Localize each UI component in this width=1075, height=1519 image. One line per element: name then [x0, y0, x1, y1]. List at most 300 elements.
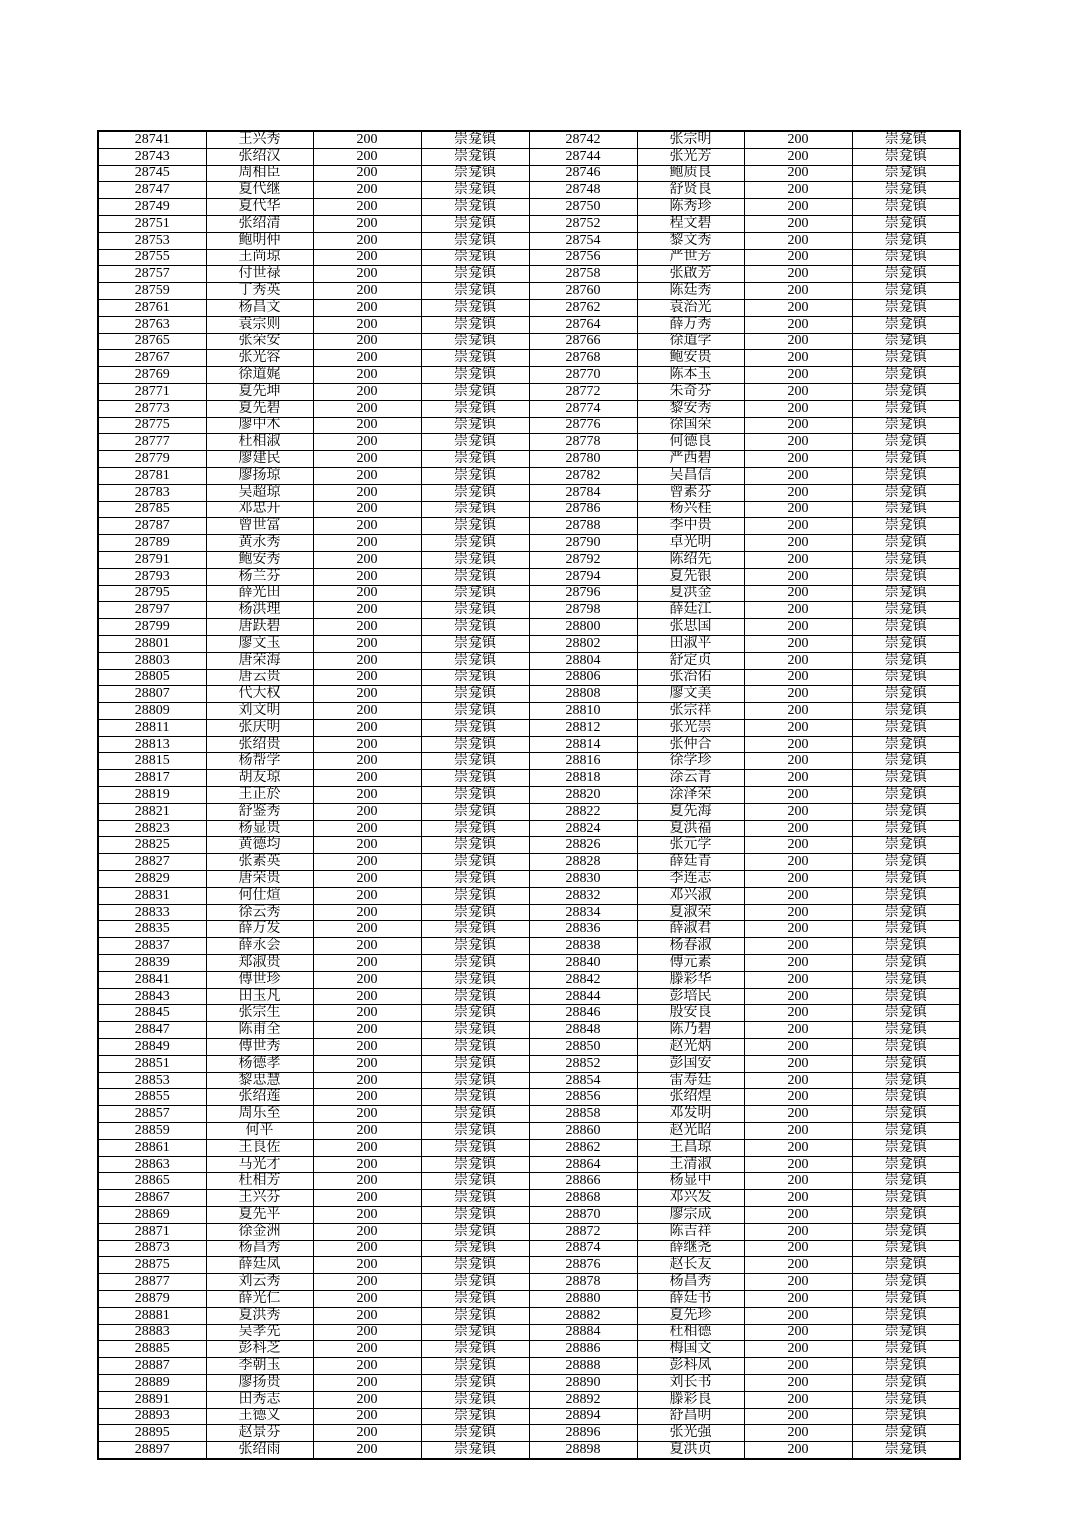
table-row	[98, 686, 960, 703]
record-number-cell: 28822	[529, 803, 637, 820]
record-number-cell: 28846	[529, 1005, 637, 1022]
amount-cell: 200	[313, 400, 421, 417]
township-cell: 崇龛镇	[852, 266, 960, 283]
table-row	[98, 333, 960, 350]
table-row	[98, 652, 960, 669]
person-name-cell: 陈甫全	[206, 1022, 313, 1039]
township-cell: 崇龛镇	[421, 787, 529, 804]
record-number-cell: 28795	[98, 585, 206, 602]
amount-cell: 200	[744, 1156, 852, 1173]
person-name-cell: 彭科凤	[637, 1358, 744, 1375]
record-number-cell: 28775	[98, 417, 206, 434]
township-cell: 崇龛镇	[852, 988, 960, 1005]
record-number-cell: 28774	[529, 400, 637, 417]
record-number-cell: 28746	[529, 165, 637, 182]
amount-cell: 200	[313, 837, 421, 854]
record-number-cell: 28801	[98, 635, 206, 652]
amount-cell: 200	[744, 955, 852, 972]
township-cell: 崇龛镇	[852, 1274, 960, 1291]
table-row	[98, 1358, 960, 1375]
person-name-cell: 李朝玉	[206, 1358, 313, 1375]
person-name-cell: 袁治光	[637, 299, 744, 316]
amount-cell: 200	[313, 904, 421, 921]
table-row	[98, 1240, 960, 1257]
record-number-cell: 28898	[529, 1442, 637, 1459]
record-number-cell: 28889	[98, 1374, 206, 1391]
person-name-cell: 唐荣贵	[206, 871, 313, 888]
township-cell: 崇龛镇	[852, 585, 960, 602]
person-name-cell: 黎安秀	[637, 400, 744, 417]
amount-cell: 200	[744, 770, 852, 787]
record-number-cell: 28833	[98, 904, 206, 921]
record-number-cell: 28809	[98, 703, 206, 720]
record-number-cell: 28839	[98, 955, 206, 972]
amount-cell: 200	[744, 719, 852, 736]
township-cell: 崇龛镇	[421, 1223, 529, 1240]
amount-cell: 200	[313, 585, 421, 602]
record-number-cell: 28831	[98, 887, 206, 904]
table-row	[98, 383, 960, 400]
township-cell: 崇龛镇	[852, 1207, 960, 1224]
person-name-cell: 张宗祥	[637, 703, 744, 720]
person-name-cell: 廖扬琼	[206, 467, 313, 484]
table-row	[98, 585, 960, 602]
table-row	[98, 535, 960, 552]
amount-cell: 200	[313, 719, 421, 736]
record-number-cell: 28894	[529, 1408, 637, 1425]
township-cell: 崇龛镇	[852, 383, 960, 400]
record-number-cell: 28871	[98, 1223, 206, 1240]
person-name-cell: 夏先平	[206, 1207, 313, 1224]
township-cell: 崇龛镇	[421, 635, 529, 652]
township-cell: 崇龛镇	[421, 1257, 529, 1274]
record-number-cell: 28779	[98, 451, 206, 468]
amount-cell: 200	[744, 652, 852, 669]
record-number-cell: 28776	[529, 417, 637, 434]
record-number-cell: 28837	[98, 938, 206, 955]
township-cell: 崇龛镇	[852, 148, 960, 165]
table-row	[98, 249, 960, 266]
township-cell: 崇龛镇	[421, 736, 529, 753]
township-cell: 崇龛镇	[852, 652, 960, 669]
table-row	[98, 1442, 960, 1459]
record-number-cell: 28765	[98, 333, 206, 350]
amount-cell: 200	[313, 1106, 421, 1123]
person-name-cell: 徐道学	[637, 333, 744, 350]
amount-cell: 200	[313, 249, 421, 266]
person-name-cell: 廖扬贵	[206, 1374, 313, 1391]
record-number-cell: 28825	[98, 837, 206, 854]
record-number-cell: 28834	[529, 904, 637, 921]
person-name-cell: 王正於	[206, 787, 313, 804]
township-cell: 崇龛镇	[421, 535, 529, 552]
record-number-cell: 28890	[529, 1374, 637, 1391]
table-row	[98, 770, 960, 787]
township-cell: 崇龛镇	[852, 1190, 960, 1207]
person-name-cell: 徐国荣	[637, 417, 744, 434]
person-name-cell: 徐道娓	[206, 367, 313, 384]
township-cell: 崇龛镇	[421, 921, 529, 938]
amount-cell: 200	[744, 854, 852, 871]
township-cell: 崇龛镇	[852, 568, 960, 585]
township-cell: 崇龛镇	[852, 299, 960, 316]
township-cell: 崇龛镇	[852, 165, 960, 182]
township-cell: 崇龛镇	[421, 1106, 529, 1123]
township-cell: 崇龛镇	[421, 434, 529, 451]
amount-cell: 200	[313, 148, 421, 165]
person-name-cell: 吴昌信	[637, 467, 744, 484]
record-number-cell: 28805	[98, 669, 206, 686]
amount-cell: 200	[313, 131, 421, 148]
person-name-cell: 黄永秀	[206, 535, 313, 552]
township-cell: 崇龛镇	[421, 551, 529, 568]
amount-cell: 200	[744, 585, 852, 602]
record-number-cell: 28857	[98, 1106, 206, 1123]
record-number-cell: 28764	[529, 316, 637, 333]
table-row	[98, 199, 960, 216]
record-number-cell: 28878	[529, 1274, 637, 1291]
township-cell: 崇龛镇	[852, 602, 960, 619]
record-number-cell: 28853	[98, 1072, 206, 1089]
township-cell: 崇龛镇	[852, 669, 960, 686]
person-name-cell: 周相臣	[206, 165, 313, 182]
person-name-cell: 刘文明	[206, 703, 313, 720]
person-name-cell: 唐跃碧	[206, 619, 313, 636]
person-name-cell: 张庆明	[206, 719, 313, 736]
record-number-cell: 28762	[529, 299, 637, 316]
township-cell: 崇龛镇	[852, 619, 960, 636]
township-cell: 崇龛镇	[421, 1139, 529, 1156]
township-cell: 崇龛镇	[852, 904, 960, 921]
township-cell: 崇龛镇	[421, 182, 529, 199]
amount-cell: 200	[744, 837, 852, 854]
amount-cell: 200	[313, 215, 421, 232]
person-name-cell: 邓兴发	[637, 1190, 744, 1207]
amount-cell: 200	[744, 1022, 852, 1039]
amount-cell: 200	[313, 1190, 421, 1207]
person-name-cell: 薛廷凤	[206, 1257, 313, 1274]
township-cell: 崇龛镇	[421, 1290, 529, 1307]
amount-cell: 200	[744, 753, 852, 770]
township-cell: 崇龛镇	[421, 1190, 529, 1207]
person-name-cell: 王尚琼	[206, 249, 313, 266]
amount-cell: 200	[744, 1207, 852, 1224]
person-name-cell: 马光才	[206, 1156, 313, 1173]
township-cell: 崇龛镇	[852, 232, 960, 249]
table-row	[98, 232, 960, 249]
township-cell: 崇龛镇	[852, 921, 960, 938]
person-name-cell: 杨帮学	[206, 753, 313, 770]
table-row	[98, 1089, 960, 1106]
township-cell: 崇龛镇	[421, 501, 529, 518]
record-number-cell: 28810	[529, 703, 637, 720]
record-number-cell: 28841	[98, 971, 206, 988]
township-cell: 崇龛镇	[852, 703, 960, 720]
township-cell: 崇龛镇	[421, 283, 529, 300]
person-name-cell: 彭国安	[637, 1055, 744, 1072]
record-number-cell: 28830	[529, 871, 637, 888]
table-row	[98, 1307, 960, 1324]
township-cell: 崇龛镇	[421, 820, 529, 837]
township-cell: 崇龛镇	[421, 232, 529, 249]
amount-cell: 200	[744, 736, 852, 753]
amount-cell: 200	[744, 602, 852, 619]
record-number-cell: 28860	[529, 1123, 637, 1140]
table-row	[98, 299, 960, 316]
table-row	[98, 1139, 960, 1156]
record-number-cell: 28842	[529, 971, 637, 988]
person-name-cell: 张绍贵	[206, 736, 313, 753]
person-name-cell: 田秀志	[206, 1391, 313, 1408]
table-row	[98, 955, 960, 972]
township-cell: 崇龛镇	[852, 1391, 960, 1408]
table-row	[98, 669, 960, 686]
table-row	[98, 1341, 960, 1358]
person-name-cell: 李连志	[637, 871, 744, 888]
township-cell: 崇龛镇	[852, 971, 960, 988]
table-row	[98, 1223, 960, 1240]
person-name-cell: 廖中木	[206, 417, 313, 434]
record-number-cell: 28781	[98, 467, 206, 484]
amount-cell: 200	[744, 1425, 852, 1442]
amount-cell: 200	[313, 383, 421, 400]
amount-cell: 200	[744, 199, 852, 216]
amount-cell: 200	[744, 619, 852, 636]
amount-cell: 200	[744, 1055, 852, 1072]
amount-cell: 200	[313, 1223, 421, 1240]
township-cell: 崇龛镇	[421, 417, 529, 434]
amount-cell: 200	[313, 1156, 421, 1173]
amount-cell: 200	[313, 955, 421, 972]
person-name-cell: 付世禄	[206, 266, 313, 283]
person-name-cell: 廖文美	[637, 686, 744, 703]
township-cell: 崇龛镇	[421, 568, 529, 585]
amount-cell: 200	[744, 1039, 852, 1056]
table-row	[98, 1156, 960, 1173]
person-name-cell: 王昌琼	[637, 1139, 744, 1156]
person-name-cell: 薛万发	[206, 921, 313, 938]
record-number-cell: 28782	[529, 467, 637, 484]
person-name-cell: 夏先坤	[206, 383, 313, 400]
amount-cell: 200	[313, 787, 421, 804]
amount-cell: 200	[744, 1391, 852, 1408]
person-name-cell: 杨德孝	[206, 1055, 313, 1072]
amount-cell: 200	[744, 299, 852, 316]
record-number-cell: 28865	[98, 1173, 206, 1190]
person-name-cell: 薛继尧	[637, 1240, 744, 1257]
township-cell: 崇龛镇	[852, 535, 960, 552]
record-number-cell: 28877	[98, 1274, 206, 1291]
record-number-cell: 28814	[529, 736, 637, 753]
person-name-cell: 夏洪福	[637, 820, 744, 837]
table-row	[98, 854, 960, 871]
table-row	[98, 1257, 960, 1274]
amount-cell: 200	[313, 1290, 421, 1307]
township-cell: 崇龛镇	[421, 1089, 529, 1106]
township-cell: 崇龛镇	[421, 383, 529, 400]
table-row	[98, 921, 960, 938]
person-name-cell: 夏先银	[637, 568, 744, 585]
record-number-cell: 28747	[98, 182, 206, 199]
township-cell: 崇龛镇	[852, 1039, 960, 1056]
township-cell: 崇龛镇	[852, 1324, 960, 1341]
person-name-cell: 杨兴桂	[637, 501, 744, 518]
person-name-cell: 张光芳	[637, 148, 744, 165]
record-number-cell: 28791	[98, 551, 206, 568]
township-cell: 崇龛镇	[852, 955, 960, 972]
township-cell: 崇龛镇	[852, 1106, 960, 1123]
person-name-cell: 陈廷秀	[637, 283, 744, 300]
amount-cell: 200	[313, 467, 421, 484]
record-number-cell: 28868	[529, 1190, 637, 1207]
amount-cell: 200	[744, 904, 852, 921]
township-cell: 崇龛镇	[421, 753, 529, 770]
record-number-cell: 28855	[98, 1089, 206, 1106]
person-name-cell: 薛永会	[206, 938, 313, 955]
township-cell: 崇龛镇	[421, 1207, 529, 1224]
township-cell: 崇龛镇	[852, 1257, 960, 1274]
township-cell: 崇龛镇	[421, 1173, 529, 1190]
amount-cell: 200	[313, 199, 421, 216]
township-cell: 崇龛镇	[421, 652, 529, 669]
township-cell: 崇龛镇	[852, 1005, 960, 1022]
table-row	[98, 1072, 960, 1089]
township-cell: 崇龛镇	[421, 686, 529, 703]
record-number-cell: 28886	[529, 1341, 637, 1358]
township-cell: 崇龛镇	[421, 669, 529, 686]
record-number-cell: 28843	[98, 988, 206, 1005]
township-cell: 崇龛镇	[421, 518, 529, 535]
amount-cell: 200	[744, 165, 852, 182]
person-name-cell: 周乐至	[206, 1106, 313, 1123]
record-number-cell: 28882	[529, 1307, 637, 1324]
amount-cell: 200	[313, 1039, 421, 1056]
amount-cell: 200	[744, 249, 852, 266]
township-cell: 崇龛镇	[421, 400, 529, 417]
table-row	[98, 400, 960, 417]
amount-cell: 200	[744, 1072, 852, 1089]
person-name-cell: 曾素芬	[637, 484, 744, 501]
record-number-cell: 28745	[98, 165, 206, 182]
record-number-cell: 28856	[529, 1089, 637, 1106]
township-cell: 崇龛镇	[421, 165, 529, 182]
amount-cell: 200	[313, 753, 421, 770]
person-name-cell: 杜相芳	[206, 1173, 313, 1190]
person-name-cell: 廖建民	[206, 451, 313, 468]
amount-cell: 200	[313, 652, 421, 669]
record-number-cell: 28861	[98, 1139, 206, 1156]
person-name-cell: 夏洪秀	[206, 1307, 313, 1324]
amount-cell: 200	[744, 518, 852, 535]
record-number-cell: 28803	[98, 652, 206, 669]
amount-cell: 200	[313, 568, 421, 585]
amount-cell: 200	[744, 1341, 852, 1358]
township-cell: 崇龛镇	[421, 131, 529, 148]
township-cell: 崇龛镇	[852, 1173, 960, 1190]
amount-cell: 200	[313, 1240, 421, 1257]
record-number-cell: 28760	[529, 283, 637, 300]
record-number-cell: 28851	[98, 1055, 206, 1072]
subsidy-list-table	[97, 130, 961, 1460]
person-name-cell: 夏先碧	[206, 400, 313, 417]
record-number-cell: 28832	[529, 887, 637, 904]
record-number-cell: 28819	[98, 787, 206, 804]
person-name-cell: 陈乃碧	[637, 1022, 744, 1039]
township-cell: 崇龛镇	[852, 1307, 960, 1324]
township-cell: 崇龛镇	[421, 148, 529, 165]
record-number-cell: 28883	[98, 1324, 206, 1341]
amount-cell: 200	[313, 1358, 421, 1375]
amount-cell: 200	[744, 1257, 852, 1274]
person-name-cell: 程文碧	[637, 215, 744, 232]
amount-cell: 200	[313, 921, 421, 938]
record-number-cell: 28783	[98, 484, 206, 501]
township-cell: 崇龛镇	[852, 820, 960, 837]
amount-cell: 200	[313, 1207, 421, 1224]
record-number-cell: 28756	[529, 249, 637, 266]
amount-cell: 200	[744, 1190, 852, 1207]
township-cell: 崇龛镇	[852, 1022, 960, 1039]
amount-cell: 200	[313, 1324, 421, 1341]
amount-cell: 200	[744, 266, 852, 283]
township-cell: 崇龛镇	[852, 131, 960, 148]
township-cell: 崇龛镇	[852, 467, 960, 484]
person-name-cell: 黄德均	[206, 837, 313, 854]
amount-cell: 200	[313, 333, 421, 350]
township-cell: 崇龛镇	[852, 316, 960, 333]
amount-cell: 200	[313, 501, 421, 518]
township-cell: 崇龛镇	[421, 988, 529, 1005]
amount-cell: 200	[313, 1442, 421, 1459]
amount-cell: 200	[744, 551, 852, 568]
township-cell: 崇龛镇	[852, 518, 960, 535]
amount-cell: 200	[313, 1425, 421, 1442]
record-number-cell: 28875	[98, 1257, 206, 1274]
person-name-cell: 舒昌明	[637, 1408, 744, 1425]
record-number-cell: 28796	[529, 585, 637, 602]
table-row	[98, 1207, 960, 1224]
record-number-cell: 28742	[529, 131, 637, 148]
township-cell: 崇龛镇	[421, 703, 529, 720]
record-number-cell: 28793	[98, 568, 206, 585]
township-cell: 崇龛镇	[421, 1324, 529, 1341]
table-row	[98, 619, 960, 636]
record-number-cell: 28802	[529, 635, 637, 652]
amount-cell: 200	[313, 417, 421, 434]
person-name-cell: 徐云秀	[206, 904, 313, 921]
amount-cell: 200	[313, 1173, 421, 1190]
amount-cell: 200	[313, 165, 421, 182]
table-row	[98, 501, 960, 518]
record-number-cell: 28859	[98, 1123, 206, 1140]
amount-cell: 200	[313, 551, 421, 568]
record-number-cell: 28761	[98, 299, 206, 316]
person-name-cell: 滕彩华	[637, 971, 744, 988]
table-row	[98, 1055, 960, 1072]
record-number-cell: 28858	[529, 1106, 637, 1123]
person-name-cell: 陈绍先	[637, 551, 744, 568]
township-cell: 崇龛镇	[421, 602, 529, 619]
person-name-cell: 薛光仁	[206, 1290, 313, 1307]
township-cell: 崇龛镇	[421, 1022, 529, 1039]
table-row	[98, 871, 960, 888]
amount-cell: 200	[744, 1139, 852, 1156]
record-number-cell: 28798	[529, 602, 637, 619]
amount-cell: 200	[313, 1274, 421, 1291]
amount-cell: 200	[744, 535, 852, 552]
record-number-cell: 28815	[98, 753, 206, 770]
table-row	[98, 1123, 960, 1140]
